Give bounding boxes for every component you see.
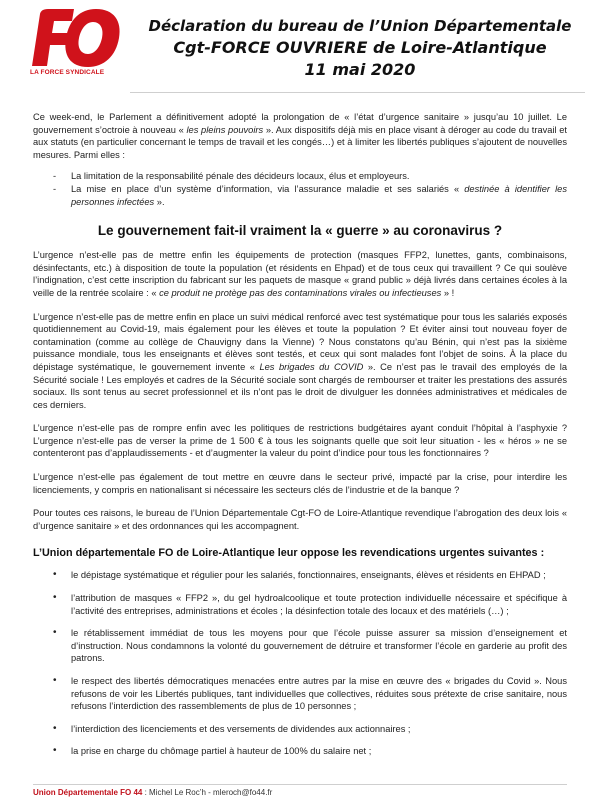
header-divider [130, 92, 585, 93]
header-line-2: Cgt-FORCE OUVRIERE de Loire-Atlantique [173, 38, 547, 57]
document-body [33, 111, 567, 768]
body-paragraph: L’urgence n’est-elle pas également de tout mettre en œuvre dans le secteur privé, impacté par la crise, pour interdire les licenciements, y compris en nationalisant si nécessaire les secteurs clés de l’industrie et de la banque ? [33, 472, 567, 495]
body-paragraph: L’urgence n’est-elle pas de mettre enfin en place un suivi médical renforcé avec test systématique pour tous les salariés exposés quotidiennement au Covid-19, mais également pour les élèves et toute la population ? Et éviter ainsi tout nouveau foyer de contamination (comme au collège de Chauvigny dans la Vienne) ? Nous constatons qu’au Bénin, qui n’est pas la sixième puissance mondiale, tous les enseignants et élèves sont testés, et ceux qui sont malades font l’objet de soins. À la place du dépistage systématique, le gouvernement invente « Les brigades du COVID ». Ce n’est pas le travail des employés de la Sécurité sociale ! Les employés et cadres de la Sécurité sociale sont chargés de rembourser et traiter les prestations des assurés sociaux. Ils sont tenus au secret professionnel et ils n’ont pas le droit de divulguer les données administratives et médicales de ces derniers. [33, 311, 567, 410]
footer-organization: Union Départementale FO 44 [33, 788, 143, 797]
footer-divider [33, 784, 567, 785]
document-header [130, 16, 590, 81]
demands-list-item: • la prise en charge du chômage partiel à hauteur de 100% du salaire net ; [33, 745, 567, 758]
footer [33, 787, 272, 798]
demands-list [33, 569, 567, 758]
demands-list-item: • l’attribution de masques « FFP2 », du gel hydroalcoolique et toute protection individuelle nécessaire et spécifique à l’activité des entreprises, administrations et écoles ; la désinfection totale des locaux et des matériels (…) ; [33, 592, 567, 617]
measures-list [33, 170, 567, 208]
body-paragraph: Pour toutes ces raisons, le bureau de l’Union Départementale Cgt-FO de Loire-Atlantique revendique l’abrogation des deux lois « d’urgence sanitaire » et des ordonnances qui les accompagnent. [33, 508, 567, 531]
demands-list-item: • le rétablissement immédiat de tous les moyens pour que l’école puisse assurer sa mission d’enseignement et d’instruction. Nous condamnons la volonté du gouvernement de détruire et transformer l’école en garderie au profit des patrons. [33, 627, 567, 665]
demands-title: L’Union départementale FO de Loire-Atlantique leur oppose les revendications urgentes suivantes : [33, 547, 545, 560]
fo-logo [30, 8, 122, 78]
demands-list-item: • le dépistage systématique et régulier pour les salariés, fonctionnaires, enseignants, élèves et résidents en EHPAD ; [33, 569, 567, 582]
header-date: 11 mai 2020 [304, 60, 416, 79]
demands-list-item: • le respect des libertés démocratiques menacées entre autres par la mise en œuvre des « brigades du Covid ». Nous refusons de voir les Libertés publiques, tant individuelles que collectives, réduites sous prétexte de crise sanitaire, nous refusons l’interdiction des rassemblements de plus de 10 personnes ; [33, 675, 567, 713]
body-paragraph: L’urgence n’est-elle pas de mettre enfin les équipements de protection (masques FFP2, lunettes, gants, combinaisons, désinfectants, etc.) à disposition de toute la population (et résidents en Ehpad) et de tous ceux qui travaillent ? Ce qui soulève l’indignation, c’est cette inscription du fabricant sur les paquets de masque « grand public » déjà livrés dans certaines écoles à la veille de la rentrée scolaire : « ce produit ne protège pas des contaminations virales ou infectieuses » ! [33, 250, 567, 298]
logo-tagline: LA FORCE SYNDICALE [30, 69, 105, 76]
header-line-1: Déclaration du bureau de l’Union Départementale [148, 17, 572, 35]
fo-logo-mark [30, 8, 122, 68]
measures-list-item: - La mise en place d’un système d’information, via l’assurance maladie et ses salariés « destinée à identifier les personnes infectées ». [33, 183, 567, 208]
section-title: Le gouvernement fait-il vraiment la « guerre » au coronavirus ? [97, 223, 503, 239]
demands-list-item: • l’interdiction des licenciements et des versements de dividendes aux actionnaires ; [33, 723, 567, 736]
body-paragraph: L’urgence n’est-elle pas de rompre enfin avec les politiques de restrictions budgétaires ayant conduit l’hôpital à l’asphyxie ? L’urgence n’est-elle pas de verser la prime de 1 500 € à tous les soignants quelle que soit leur situation - les « héros » ne se contenteront pas d’applaudissements - et d’augmenter la valeur du point d’indice pour tous les fonctionnaires ? [33, 423, 567, 459]
footer-contact: : Michel Le Roc’h - mleroch@fo44.fr [142, 788, 273, 797]
intro-paragraph: Ce week-end, le Parlement a définitivement adopté la prolongation de « l’état d’urgence sanitaire » jusqu’au 10 juillet. Le gouvernement s’octroie à nouveau « les pleins pouvoirs ». Aux dispositifs déjà mis en place visant à déroger au code du travail et aux statuts (en particulier concernant le temps de travail et les congés…) et à limiter les libertés publiques s’ajoutent de nouvelles mesures. Parmi elles : [33, 112, 567, 160]
measures-list-item: - La limitation de la responsabilité pénale des décideurs locaux, élus et employeurs. [33, 170, 567, 183]
